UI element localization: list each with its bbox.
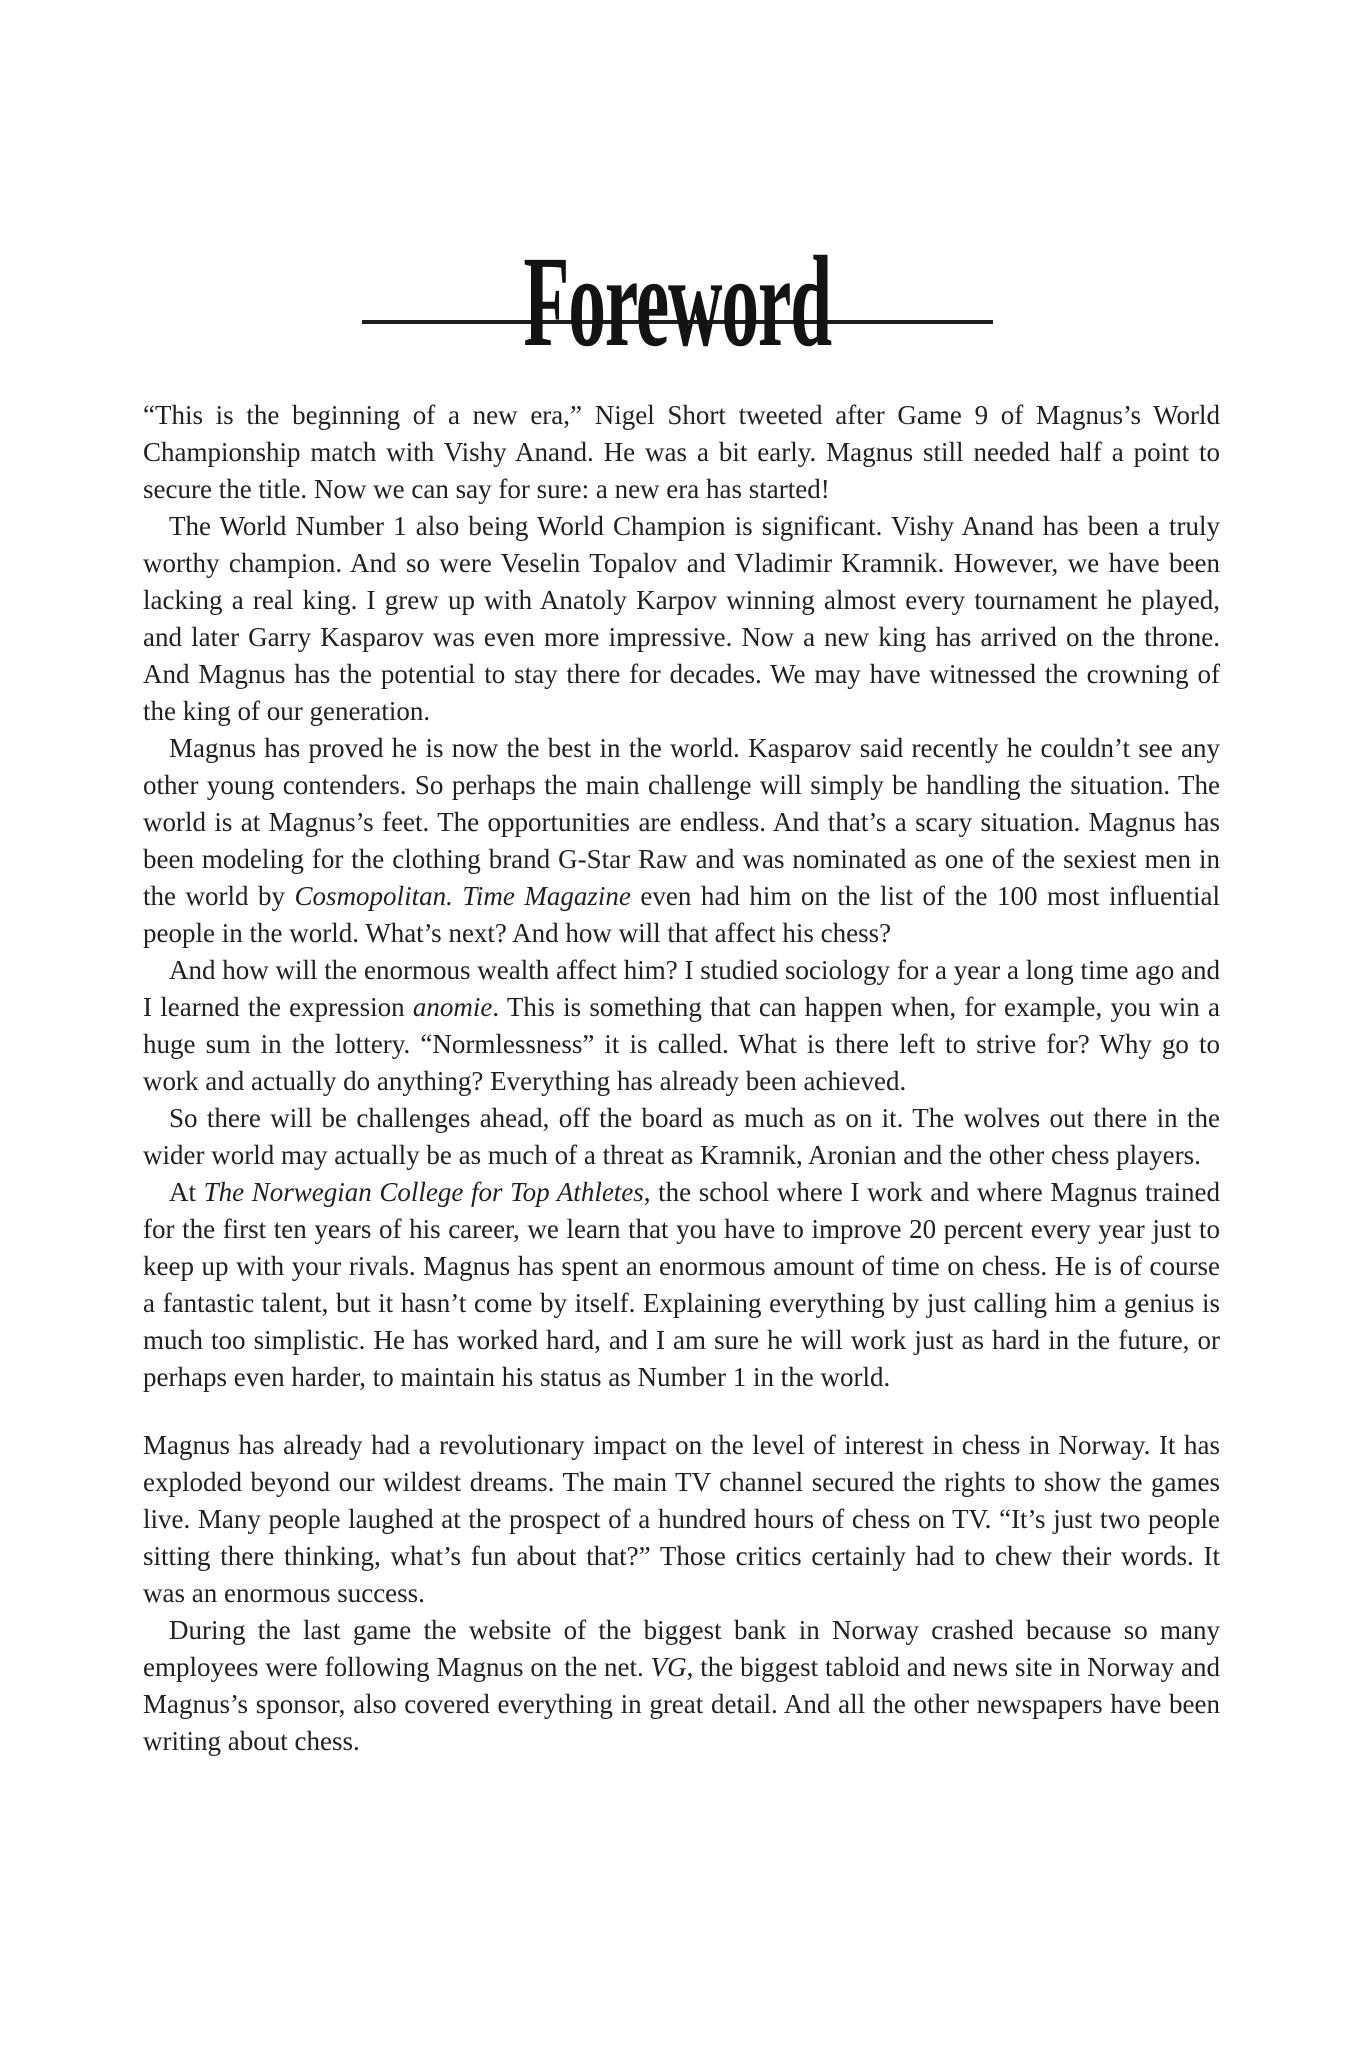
paragraph <box>143 952 1220 1100</box>
paragraph <box>143 508 1220 730</box>
paragraph <box>143 397 1220 508</box>
text-run: , the biggest tabloid and news site in Norway and Magnus’s sponsor, also covered everything in great detail. And all the other newspapers have been writing about chess. <box>143 1652 1220 1756</box>
text-run: , the school where I work and where Magnus trained for the first ten years of his career, we learn that you have to improve 20 percent every year just to keep up with your rivals. Magnus has spent an enormous amount of time on chess. He is of course a fantastic talent, but it hasn’t come by itself. Explaining everything by just calling him a genius is much too simplistic. He has worked hard, and I am sure he will work just as hard in the future, or perhaps even harder, to maintain his status as Number 1 in the world. <box>143 1177 1220 1392</box>
italic-run: The Norwegian College for Top Athletes <box>203 1177 644 1207</box>
foreword-body <box>143 397 1220 1760</box>
italic-run: Time Magazine <box>462 881 631 911</box>
text-run: Magnus has proved he is now the best in the world. Kasparov said recently he couldn’t see any other young contenders. So perhaps the main challenge will simply be handling the situation. The world is at Magnus’s feet. The opportunities are endless. And that’s a scary situation. Magnus has been modeling for the clothing brand G-Star Raw and was nominated as one of the sexiest men in the world by <box>143 733 1220 911</box>
paragraph <box>143 1100 1220 1174</box>
text-run: The World Number 1 also being World Champion is significant. Vishy Anand has been a truly worthy champion. And so were Veselin Topalov and Vladimir Kramnik. However, we have been lacking a real king. I grew up with Anatoly Karpov winning almost every tournament he played, and later Garry Kasparov was even more impressive. Now a new king has arrived on the throne. And Magnus has the potential to stay there for decades. We may have witnessed the crowning of the king of our generation. <box>143 511 1220 726</box>
text-run <box>453 881 463 911</box>
text-run: . This is something that can happen when, for example, you win a huge sum in the lottery. “Normlessness” it is called. What is there left to strive for? Why go to work and actually do anything? Everything has already been achieved. <box>143 992 1220 1096</box>
italic-run: VG <box>650 1652 687 1682</box>
paragraph <box>143 730 1220 952</box>
text-run: So there will be challenges ahead, off the board as much as on it. The wolves out there in the wider world may actually be as much of a threat as Kramnik, Aronian and the other chess players. <box>143 1103 1220 1170</box>
text-run: At <box>169 1177 204 1207</box>
paragraph <box>143 1174 1220 1396</box>
italic-run: anomie <box>412 992 493 1022</box>
paragraph <box>143 1427 1220 1612</box>
text-run: “This is the beginning of a new era,” Nigel Short tweeted after Game 9 of Magnus’s World Championship match with Vishy Anand. He was a bit early. Magnus still needed half a point to secure the title. Now we can say for sure: a new era has started! <box>143 400 1220 504</box>
paragraph <box>143 1612 1220 1760</box>
text-run: During the last game the website of the biggest bank in Norway crashed because so many employees were following Magnus on the net. <box>143 1615 1220 1682</box>
text-section-2 <box>143 1427 1220 1760</box>
page-title: Foreword <box>523 230 831 375</box>
title-block <box>0 150 1354 375</box>
book-page <box>0 150 1354 2071</box>
text-run: Magnus has already had a revolutionary impact on the level of interest in chess in Norway. It has exploded beyond our wildest dreams. The main TV channel secured the rights to show the games live. Many people laughed at the prospect of a hundred hours of chess on TV. “It’s just two people sitting there thinking, what’s fun about that?” Those critics certainly had to chew their words. It was an enormous success. <box>143 1430 1220 1608</box>
text-section-1 <box>143 397 1220 1396</box>
text-run: And how will the enormous wealth affect him? I studied sociology for a year a long time ago and I learned the expression <box>143 955 1220 1022</box>
text-run: even had him on the list of the 100 most influential people in the world. What’s next? And how will that affect his chess? <box>143 881 1221 948</box>
italic-run: Cosmopolitan. <box>294 881 453 911</box>
